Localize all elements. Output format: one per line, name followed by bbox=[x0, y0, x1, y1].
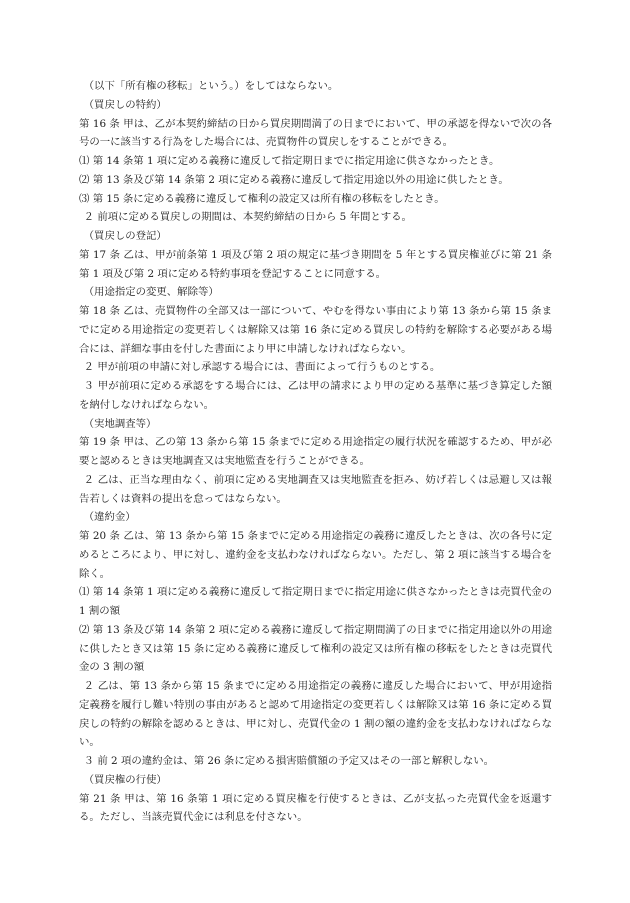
document-page bbox=[79, 77, 552, 827]
article-19-clause-2: ２ 乙は、正当な理由なく、前項に定める実地調査又は実地監査を拒み、妨げ若しくは忌避し又は報告若しくは資料の提出を怠ってはならない。 bbox=[79, 473, 552, 505]
article-16: 第 16 条 甲は、乙が本契約締結の日から買戻期間満了の日までにおいて、甲の承認を得ないで次の各号の一に該当する行為をした場合には、売買物件の買戻しをすることができる。 bbox=[79, 117, 552, 149]
heading-repurchase-registration: （買戻しの登記） bbox=[83, 230, 167, 242]
article-19: 第 19 条 甲は、乙の第 13 条から第 15 条までに定める用途指定の履行状況を確認するため、甲が必要と認めるときは実地調査又は実地監査を行うことができる。 bbox=[79, 436, 552, 467]
paragraph-ownership-transfer-tail: （以下「所有権の移転」という。）をしてはならない。 bbox=[83, 80, 339, 92]
heading-field-survey: （実地調査等） bbox=[83, 417, 157, 430]
article-20-item-2: ⑵ 第 13 条及び第 14 条第 2 項に定める義務に違反して指定期間満了の日までに指定用途以外の用途に供したとき又は第 15 条に定める義務に違反して権利の設定又は所有権の移転をしたときは売買代金の 3 割の額 bbox=[79, 623, 552, 674]
heading-repurchase-special: （買戻しの特約） bbox=[83, 98, 167, 111]
article-18: 第 18 条 乙は、売買物件の全部又は一部について、やむを得ない事由により第 13 条から第 15 条までに定める用途指定の変更若しくは解除又は第 16 条に定める買戻しの特約を解除する必要がある場合には、詳細な事由を付した書面により甲に申請しなければならない。 bbox=[79, 305, 552, 355]
article-17: 第 17 条 乙は、甲が前条第 1 項及び第 2 項の規定に基づき期間を 5 年とする買戻権並びに第 21 条第 1 項及び第 2 項に定める特約事項を登記することに同意する。 bbox=[79, 248, 552, 280]
heading-repurchase-exercise: （買戻権の行使） bbox=[83, 773, 167, 786]
article-16-item-3: ⑶ 第 15 条に定める義務に違反して権利の設定又は所有権の移転をしたとき。 bbox=[79, 192, 445, 205]
article-16-item-1: ⑴ 第 14 条第 1 項に定める義務に違反して指定期日までに指定用途に供さなかったとき。 bbox=[79, 155, 500, 167]
article-20: 第 20 条 乙は、第 13 条から第 15 条までに定める用途指定の義務に違反したときは、次の各号に定めるところにより、甲に対し、違約金を支払わなければならない。ただし、第 2 項に該当する場合を除く。 bbox=[79, 530, 552, 580]
article-20-item-1: ⑴ 第 14 条第 1 項に定める義務に違反して指定期日までに指定用途に供さなかったときは売買代金の 1 割の額 bbox=[79, 586, 552, 617]
article-18-clause-3: ３ 甲が前項に定める承認をする場合には、乙は甲の請求により甲の定める基準に基づき算定した額を納付しなければならない。 bbox=[79, 380, 552, 411]
article-20-clause-3: ３ 前 2 項の違約金は、第 26 条に定める損害賠償額の予定又はその一部と解釈しない。 bbox=[83, 755, 495, 767]
heading-use-change: （用途指定の変更、解除等） bbox=[83, 286, 219, 299]
article-21: 第 21 条 甲は、第 16 条第 1 項に定める買戻権を行使するときは、乙が支払った売買代金を返還する。ただし、当該売買代金には利息を付さない。 bbox=[79, 792, 552, 824]
article-16-clause-2: ２ 前項に定める買戻しの期間は、本契約締結の日から 5 年間とする。 bbox=[83, 211, 412, 224]
article-16-item-2: ⑵ 第 13 条及び第 14 条第 2 項に定める義務に違反して指定用途以外の用途に供したとき。 bbox=[79, 173, 509, 186]
article-18-clause-2: ２ 甲が前項の申請に対し承認する場合には、書面によって行うものとする。 bbox=[83, 361, 441, 374]
heading-penalty: （違約金） bbox=[83, 511, 136, 524]
article-20-clause-2: ２ 乙は、第 13 条から第 15 条までに定める用途指定の義務に違反した場合において、甲が用途指定義務を履行し難い特別の事由があると認めて用途指定の変更若しくは解除又は第 16 条に定める買戻しの特約の解除を認めるときは、甲に対し、売買代金の 1 割の額の違約金を支払わなければならない。 bbox=[79, 680, 552, 749]
